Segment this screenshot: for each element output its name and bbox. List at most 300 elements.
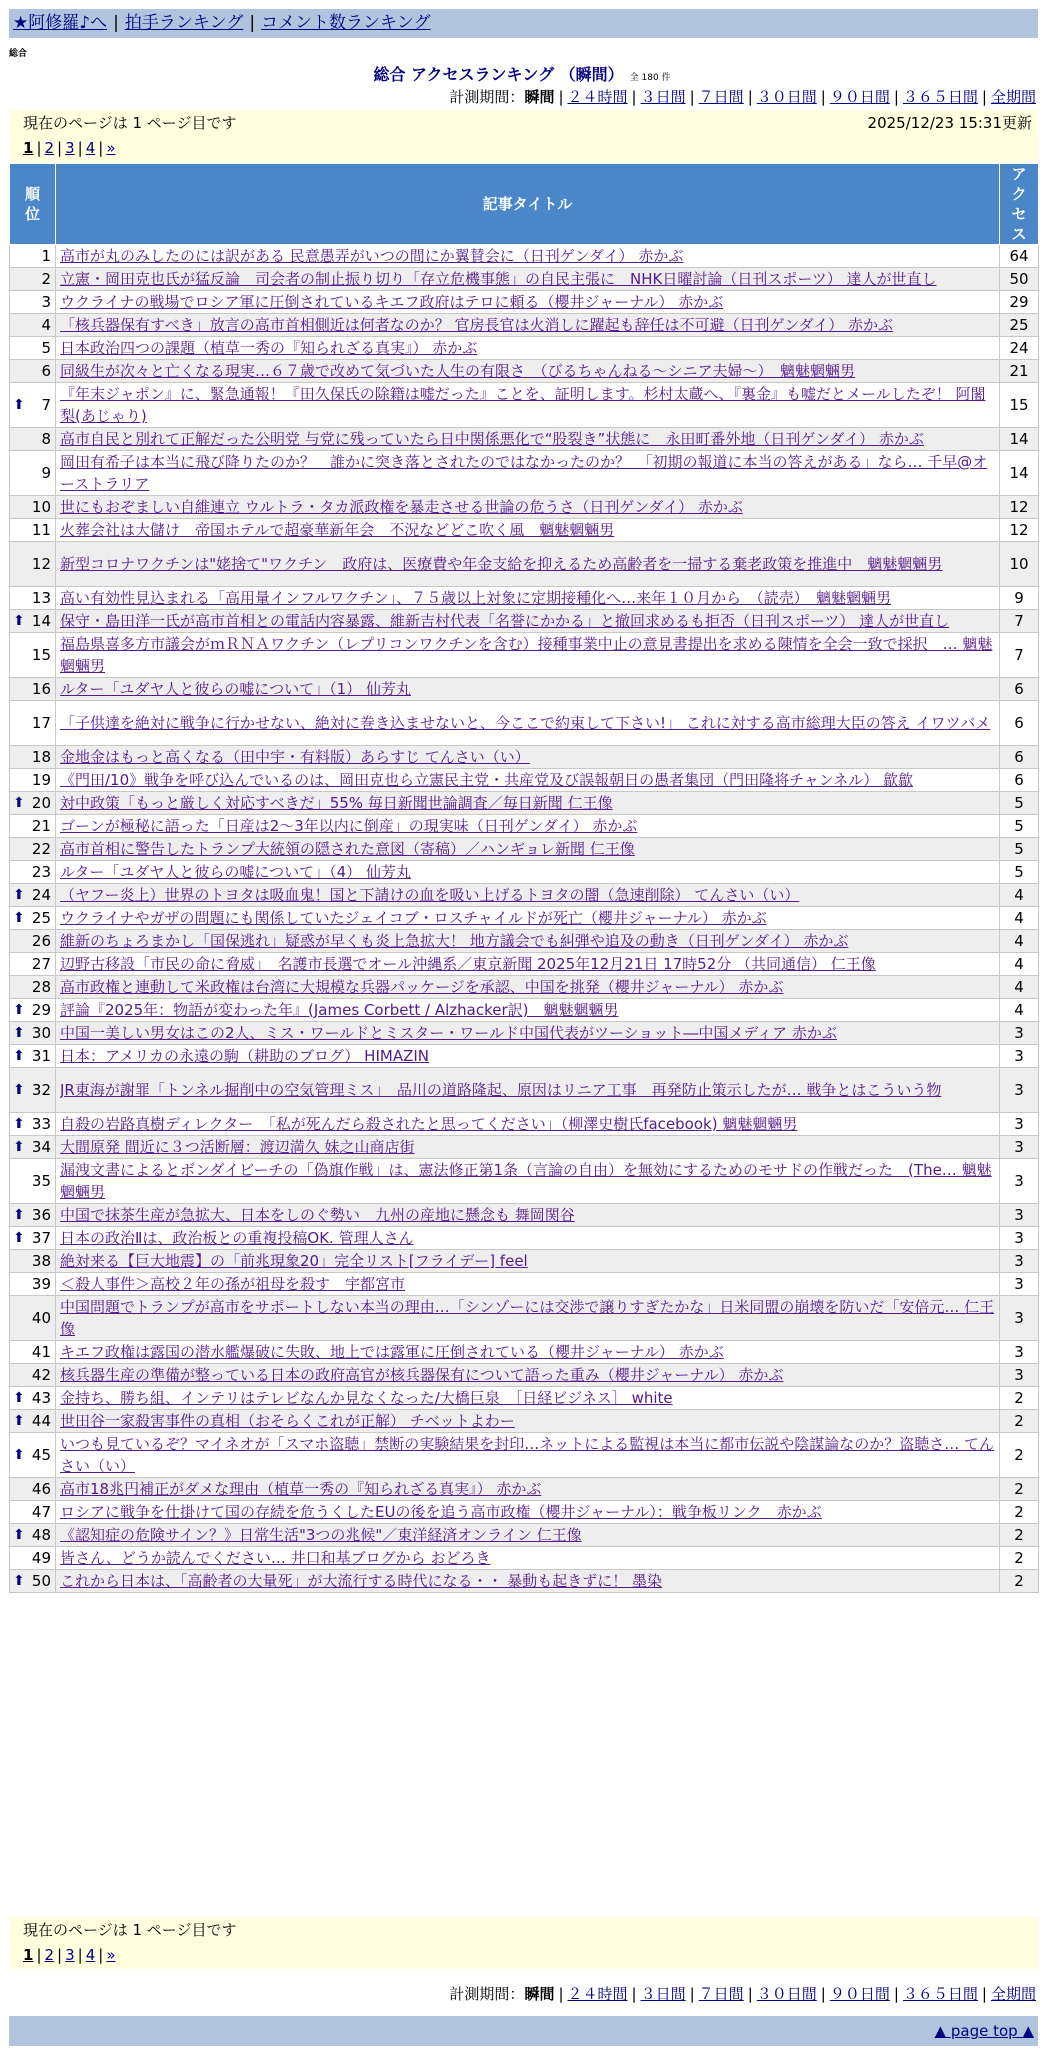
title-cell [56, 1136, 1000, 1159]
title-cell [56, 291, 1000, 314]
up-arrow-icon: ⬆ [13, 1390, 25, 1406]
access-count: 5 [1000, 838, 1039, 861]
title-cell [56, 1410, 1000, 1433]
article-title-link[interactable]: 福島県喜多方市議会がｍＲＮＡワクチン（レプリコンワクチンを含む）接種事業中止の意見書提出を求める陳情を全会一致で採択 … 魑魅魍魎男 [60, 635, 993, 675]
rank-cell [10, 746, 56, 769]
rank-number: 38 [31, 1252, 51, 1270]
table-row [10, 1045, 1039, 1068]
table-row [10, 1547, 1039, 1570]
table-row [10, 451, 1039, 496]
rank-cell [10, 1159, 56, 1204]
rank-cell [10, 1296, 56, 1341]
access-count: 6 [1000, 746, 1039, 769]
access-count: 12 [1000, 519, 1039, 542]
rank-cell [10, 815, 56, 838]
period-link[interactable]: ２４時間 [567, 88, 628, 106]
rank-cell [10, 360, 56, 383]
access-count: 7 [1000, 610, 1039, 633]
up-arrow-icon: ⬆ [13, 1025, 25, 1041]
rank-cell [10, 792, 56, 815]
page-info-box-bottom [9, 1917, 1038, 1969]
up-arrow-icon: ⬆ [13, 887, 25, 903]
article-title-link[interactable]: 《認知症の危険サイン？》日常生活"3つの兆候"／東洋経済オンライン 仁王像 [60, 1526, 582, 1544]
article-title-link[interactable]: ロシアに戦争を仕掛けて国の存続を危うくしたEUの後を追う高市政権（櫻井ジャーナル）：戦争板リンク 赤かぶ [60, 1503, 822, 1521]
access-count: 2 [1000, 1410, 1039, 1433]
title-cell [56, 1478, 1000, 1501]
table-row [10, 542, 1039, 587]
access-count: 3 [1000, 1204, 1039, 1227]
rank-number: 16 [31, 680, 51, 698]
title-cell [56, 838, 1000, 861]
title-cell [56, 360, 1000, 383]
table-row [10, 268, 1039, 291]
rank-cell [10, 678, 56, 701]
period-link[interactable]: ３日間 [640, 1985, 686, 2003]
table-row [10, 633, 1039, 678]
access-count: 3 [1000, 1136, 1039, 1159]
period-current: 瞬間 [524, 88, 555, 106]
access-count: 10 [1000, 542, 1039, 587]
comment-ranking-link[interactable]: コメント数ランキング [261, 13, 431, 33]
rank-number: 17 [31, 714, 51, 732]
article-title-link[interactable]: 高市が丸のみしたのには訳がある 民意愚弄がいつの間にか翼賛会に（日刊ゲンダイ） 赤かぶ [60, 247, 684, 265]
access-count: 14 [1000, 428, 1039, 451]
access-count: 2 [1000, 1524, 1039, 1547]
rank-number: 1 [41, 247, 51, 265]
title-cell [56, 496, 1000, 519]
access-count: 9 [1000, 587, 1039, 610]
rank-number: 10 [31, 498, 51, 516]
period-link[interactable]: ３６５日間 [902, 88, 978, 106]
table-row [10, 1410, 1039, 1433]
rank-number: 37 [31, 1229, 51, 1247]
pager-page-link[interactable]: 4 [85, 1946, 96, 1964]
pager-separator: | [77, 139, 83, 157]
period-label: 計測期間： [449, 88, 525, 106]
pager-page-link[interactable]: 2 [44, 1946, 55, 1964]
title-cell [56, 519, 1000, 542]
article-title-link[interactable]: ウクライナの戦場でロシア軍に圧倒されているキエフ政府はテロに頼る（櫻井ジャーナル） 赤かぶ [60, 293, 724, 311]
title-cell [56, 1113, 1000, 1136]
period-link[interactable]: ９０日間 [829, 88, 890, 106]
rank-cell [10, 1227, 56, 1250]
title-cell [56, 383, 1000, 428]
rank-number: 5 [41, 339, 51, 357]
rank-number: 15 [31, 646, 51, 664]
pager-separator: | [98, 1946, 104, 1964]
period-link[interactable]: ９０日間 [829, 1985, 890, 2003]
pager-page-link[interactable]: 3 [65, 139, 75, 157]
rank-number: 26 [31, 932, 51, 950]
article-title-link[interactable]: いつも見ているぞ？マイネオが「スマホ盗聴」禁断の実験結果を封印…ネットによる監視は本当に都市伝説や陰謀論なのか？盗聴さ… てんさい（い） [60, 1435, 995, 1475]
period-label: 計測期間： [449, 1985, 525, 2003]
period-link[interactable]: 全期間 [990, 88, 1036, 106]
table-row [10, 678, 1039, 701]
access-count: 2 [1000, 1501, 1039, 1524]
access-count: 6 [1000, 678, 1039, 701]
table-row [10, 314, 1039, 337]
rank-number: 22 [31, 840, 51, 858]
rank-number: 19 [31, 771, 51, 789]
rank-number: 20 [31, 794, 51, 812]
article-title-link[interactable]: 絶対来る【巨大地震】の「前兆現象20」完全リスト[フライデー] feel [60, 1252, 528, 1270]
access-count: 3 [1000, 1296, 1039, 1341]
clap-ranking-link[interactable]: 拍手ランキング [124, 13, 244, 33]
pager-top [23, 136, 1034, 162]
rank-number: 41 [31, 1343, 51, 1361]
article-title-link[interactable]: 中国で抹茶生産が急拡大、日本をしのぐ勢い 九州の産地に懸念も 舞岡関谷 [60, 1206, 575, 1224]
article-title-link[interactable]: 金持ち、勝ち組、インテリはテレビなんか見なくなった/大橋巨泉 ［日経ビジネス］ white [60, 1389, 673, 1407]
up-arrow-icon: ⬆ [13, 1082, 25, 1098]
table-row [10, 701, 1039, 746]
table-row [10, 953, 1039, 976]
period-link[interactable]: ３日間 [640, 88, 686, 106]
rank-cell [10, 610, 56, 633]
table-row [10, 519, 1039, 542]
article-title-link[interactable]: 高市自民と別れて正解だった公明党 与党に残っていたら日中関係悪化で“股裂き”状態に 永田町番外地（日刊ゲンダイ） 赤かぶ [60, 430, 924, 448]
article-title-link[interactable]: 金地金はもっと高くなる（田中宇・有料版）あらすじ てんさい（い） [60, 748, 530, 766]
rank-number: 50 [31, 1572, 51, 1590]
up-arrow-icon: ⬆ [13, 1207, 25, 1223]
title-cell [56, 610, 1000, 633]
rank-number: 46 [31, 1480, 51, 1498]
rank-cell [10, 1341, 56, 1364]
table-row [10, 1136, 1039, 1159]
pager-next-link[interactable]: » [106, 139, 116, 157]
article-title-link[interactable]: ルター「ユダヤ人と彼らの嘘について」（4） 仙芳丸 [60, 863, 411, 881]
rank-cell [10, 930, 56, 953]
article-title-link[interactable]: 「子供達を絶対に戦争に行かせない、絶対に巻き込ませないと、今ここで約束して下さい!」 これに対する高市総理大臣の答え イワツバメ [60, 714, 991, 732]
access-count: 6 [1000, 701, 1039, 746]
table-row [10, 1068, 1039, 1113]
access-count: 2 [1000, 1433, 1039, 1478]
rank-number: 3 [41, 293, 51, 311]
top-nav-bar [9, 9, 1038, 38]
access-count: 6 [1000, 769, 1039, 792]
footer-bar [9, 2016, 1038, 2046]
title-cell [56, 792, 1000, 815]
access-count: 24 [1000, 337, 1039, 360]
rank-cell [10, 701, 56, 746]
rank-cell [10, 861, 56, 884]
period-separator: | [689, 88, 695, 106]
period-separator: | [631, 88, 637, 106]
title-cell [56, 428, 1000, 451]
article-title-link[interactable]: キエフ政権は露国の潜水艦爆破に失敗、地上では露軍に圧倒されている（櫻井ジャーナル） 赤かぶ [60, 1343, 724, 1361]
title-cell [56, 1159, 1000, 1204]
article-title-link[interactable]: 日本：アメリカの永遠の駒（耕助のブログ） HIMAZIN [60, 1047, 429, 1065]
article-title-link[interactable]: 高市首相に警告したトランプ大統領の隠された意図（寄稿）／ハンギョレ新聞 仁王像 [60, 840, 635, 858]
total-count: 全 180 件 [629, 73, 671, 83]
title-cell [56, 1045, 1000, 1068]
pager-bottom [23, 1943, 1034, 1969]
nav-separator: | [249, 13, 256, 33]
title-cell [56, 268, 1000, 291]
rank-number: 14 [31, 612, 51, 630]
access-count: 2 [1000, 1570, 1039, 1593]
table-row [10, 1524, 1039, 1547]
page-top-link[interactable]: ▲ page top ▲ [934, 2022, 1034, 2040]
access-count: 3 [1000, 1113, 1039, 1136]
access-column-header: アクセス [1000, 164, 1039, 245]
period-separator: | [981, 88, 987, 106]
rank-cell [10, 314, 56, 337]
title-cell [56, 999, 1000, 1022]
rank-cell [10, 1387, 56, 1410]
article-title-link[interactable]: 維新のちょろまかし「国保逃れ」疑惑が早くも炎上急拡大！ 地方議会でも糾弾や追及の動き（日刊ゲンダイ） 赤かぶ [60, 932, 849, 950]
up-arrow-icon: ⬆ [13, 1116, 25, 1132]
access-count: 3 [1000, 1227, 1039, 1250]
article-title-link[interactable]: これから日本は、「高齢者の大量死」が大流行する時代になる・・ 暴動も起きずに！ 墨染 [60, 1572, 663, 1590]
rank-cell [10, 428, 56, 451]
rank-number: 18 [31, 748, 51, 766]
article-title-link[interactable]: 自殺の岩路真樹ディレクター 「私が死んだら殺されたと思ってください」（柳澤史樹氏facebook) 魑魅魍魎男 [60, 1115, 798, 1133]
ranking-table [9, 163, 1039, 1593]
rank-number: 13 [31, 589, 51, 607]
table-row [10, 884, 1039, 907]
article-title-link[interactable]: 高市政権と連動して米政権は台湾に大規模な兵器パッケージを承認、中国を挑発（櫻井ジャーナル） 赤かぶ [60, 978, 784, 996]
period-link[interactable]: ７日間 [698, 88, 744, 106]
period-separator: | [820, 88, 826, 106]
article-title-link[interactable]: 核兵器生産の準備が整っている日本の政府高官が核兵器保有について語った重み（櫻井ジャーナル） 赤かぶ [60, 1366, 784, 1384]
access-count: 2 [1000, 1478, 1039, 1501]
table-row [10, 1341, 1039, 1364]
access-count: 7 [1000, 633, 1039, 678]
up-arrow-icon: ⬆ [13, 1139, 25, 1155]
table-row [10, 337, 1039, 360]
article-title-link[interactable]: 『年末ジャポン』に、緊急通報！『田久保氏の除籍は嘘だった』ことを、証明します。杉村太蔵へ、『裏金』も嘘だとメールしたぞ！ 阿闍梨(あじゃり) [60, 385, 986, 425]
article-title-link[interactable]: ゴーンが極秘に語った「日産は2～3年以内に倒産」の現実味（日刊ゲンダイ） 赤かぶ [60, 817, 638, 835]
access-count: 3 [1000, 1273, 1039, 1296]
title-cell [56, 953, 1000, 976]
rank-number: 35 [31, 1172, 51, 1190]
up-arrow-icon: ⬆ [13, 1447, 25, 1463]
article-title-link[interactable]: JR東海が謝罪「トンネル掘削中の空気管理ミス」 品川の道路隆起、原因はリニア工事 再発防止策示したが… 戦争とはこういう物 [60, 1081, 942, 1099]
rank-number: 28 [31, 978, 51, 996]
article-title-link[interactable]: 辺野古移設「市民の命に脅威」 名護市長選でオール沖縄系／東京新聞 2025年12月21日 17時52分 （共同通信） 仁王像 [60, 955, 876, 973]
pager-page-link[interactable]: 3 [65, 1946, 75, 1964]
access-count: 4 [1000, 884, 1039, 907]
rank-cell [10, 1433, 56, 1478]
period-separator: | [689, 1985, 695, 2003]
title-cell [56, 1547, 1000, 1570]
rank-cell [10, 1570, 56, 1593]
article-title-link[interactable]: 新型コロナワクチンは"姥捨て"ワクチン 政府は、医療費や年金支給を抑えるため高齢者を一掃する棄老政策を推進中 魑魅魍魎男 [60, 555, 943, 573]
table-row [10, 746, 1039, 769]
table-row [10, 587, 1039, 610]
title-cell [56, 1524, 1000, 1547]
rank-cell [10, 1068, 56, 1113]
pager-separator: | [36, 139, 42, 157]
period-link[interactable]: ３０日間 [756, 88, 817, 106]
period-separator: | [820, 1985, 826, 2003]
article-title-link[interactable]: 中国問題でトランプが高市をサポートしない本当の理由…「シンゾーには交渉で譲りすぎたかな」日米同盟の崩壊を防いだ「安倍元… 仁王像 [60, 1298, 995, 1338]
rank-cell [10, 769, 56, 792]
article-title-link[interactable]: （ヤフー炎上）世界のトヨタは吸血鬼！国と下請けの血を吸い上げるトヨタの闇（急速削除） てんさい（い） [60, 886, 800, 904]
title-cell [56, 451, 1000, 496]
rank-cell [10, 1501, 56, 1524]
article-title-link[interactable]: ルター「ユダヤ人と彼らの嘘について」（1） 仙芳丸 [60, 680, 411, 698]
rank-column-header: 順位 [10, 164, 56, 245]
up-arrow-icon: ⬆ [13, 795, 25, 811]
rank-number: 24 [31, 886, 51, 904]
access-count: 14 [1000, 451, 1039, 496]
pager-current-page: 1 [23, 139, 34, 157]
title-column-header: 記事タイトル [56, 164, 1000, 245]
up-arrow-icon: ⬆ [13, 1230, 25, 1246]
access-count: 25 [1000, 314, 1039, 337]
rank-number: 45 [31, 1446, 51, 1464]
article-title-link[interactable]: 岡田有希子は本当に飛び降りたのか？ 誰かに突き落とされたのではなかったのか？ 「初期の報道に本当の答えがある」なら… 千早@オーストラリア [60, 453, 988, 493]
access-count: 4 [1000, 999, 1039, 1022]
table-row [10, 1501, 1039, 1524]
article-title-link[interactable]: ＜殺人事件＞高校２年の孫が祖母を殺す 宇都宮市 [60, 1275, 406, 1293]
article-title-link[interactable]: 保守・島田洋一氏が高市首相との電話内容暴露、維新吉村代表「名誉にかかる」と撤回求めるも拒否（日刊スポーツ） 達人が世直し [60, 612, 950, 630]
article-title-link[interactable]: 立憲・岡田克也氏が猛反論 司会者の制止振り切り「存立危機事態」の自民主張に NHK日曜討論（日刊スポーツ） 達人が世直し [60, 270, 937, 288]
title-cell [56, 1501, 1000, 1524]
article-title-link[interactable]: 火葬会社は大儲け 帝国ホテルで超豪華新年会 不況などどこ吹く風 魑魅魍魎男 [60, 521, 615, 539]
rank-cell [10, 268, 56, 291]
rank-cell [10, 999, 56, 1022]
rank-number: 9 [41, 464, 51, 482]
table-row [10, 1159, 1039, 1204]
rank-cell [10, 1250, 56, 1273]
rank-cell [10, 907, 56, 930]
pager-next-link[interactable]: » [106, 1946, 116, 1964]
pager-separator: | [36, 1946, 42, 1964]
title-cell [56, 633, 1000, 678]
title-cell [56, 1068, 1000, 1113]
table-row [10, 383, 1039, 428]
article-title-link[interactable]: 評論『2025年：物語が変わった年』(James Corbett / Alzhacker訳) 魑魅魍魎男 [60, 1001, 619, 1019]
rank-cell [10, 976, 56, 999]
rank-number: 42 [31, 1366, 51, 1384]
pager-page-link[interactable]: 4 [85, 139, 96, 157]
up-arrow-icon: ⬆ [13, 1527, 25, 1543]
access-count: 15 [1000, 383, 1039, 428]
rank-cell [10, 1547, 56, 1570]
table-row [10, 1387, 1039, 1410]
period-link[interactable]: 全期間 [990, 1985, 1036, 2003]
period-link[interactable]: ２４時間 [567, 1985, 628, 2003]
period-link[interactable]: ７日間 [698, 1985, 744, 2003]
title-cell [56, 1341, 1000, 1364]
period-link[interactable]: ３０日間 [756, 1985, 817, 2003]
up-arrow-icon: ⬆ [13, 1413, 25, 1429]
table-row [10, 815, 1039, 838]
article-title-link[interactable]: 日本政治四つの課題（植草一秀の『知られざる真実』） 赤かぶ [60, 339, 478, 357]
title-cell [56, 930, 1000, 953]
access-count: 50 [1000, 268, 1039, 291]
title-cell [56, 1433, 1000, 1478]
title-cell [56, 587, 1000, 610]
article-title-link[interactable]: 対中政策「もっと厳しく対応すべきだ」55% 毎日新聞世論調査／毎日新聞 仁王像 [60, 794, 613, 812]
page-title: 総合 アクセスランキング （瞬間） [373, 65, 624, 84]
article-title-link[interactable]: ウクライナやガザの問題にも関係していたジェイコブ・ロスチャイルドが死亡（櫻井ジャーナル） 赤かぶ [60, 909, 767, 927]
title-cell [56, 1204, 1000, 1227]
article-title-link[interactable]: 大間原発 間近に３つ活断層：渡辺満久 妹之山商店街 [60, 1138, 415, 1156]
title-cell [56, 1227, 1000, 1250]
title-cell [56, 884, 1000, 907]
title-cell [56, 1296, 1000, 1341]
rank-cell [10, 1273, 56, 1296]
period-separator: | [981, 1985, 987, 2003]
pager-separator: | [77, 1946, 83, 1964]
table-row [10, 428, 1039, 451]
title-cell [56, 861, 1000, 884]
title-cell [56, 678, 1000, 701]
nav-separator: | [113, 13, 119, 33]
title-cell [56, 1022, 1000, 1045]
rank-number: 47 [31, 1503, 51, 1521]
article-title-link[interactable]: 高市18兆円補正がダメな理由（植草一秀の『知られざる真実』） 赤かぶ [60, 1480, 542, 1498]
table-row [10, 610, 1039, 633]
title-cell [56, 1387, 1000, 1410]
period-separator: | [558, 1985, 564, 2003]
table-row [10, 861, 1039, 884]
up-arrow-icon: ⬆ [13, 613, 25, 629]
article-title-link[interactable]: 「核兵器保有すべき」放言の高市首相側近は何者なのか？ 官房長官は火消しに躍起も辞任は不可避（日刊ゲンダイ） 赤かぶ [60, 316, 894, 334]
table-row [10, 999, 1039, 1022]
access-count: 29 [1000, 291, 1039, 314]
table-row [10, 1113, 1039, 1136]
table-row [10, 1250, 1039, 1273]
period-separator: | [747, 1985, 753, 2003]
rank-cell [10, 542, 56, 587]
rank-cell [10, 1524, 56, 1547]
table-row [10, 1296, 1039, 1341]
access-count: 21 [1000, 360, 1039, 383]
access-count: 3 [1000, 1341, 1039, 1364]
rank-number: 33 [31, 1115, 51, 1133]
title-cell [56, 746, 1000, 769]
rank-number: 30 [31, 1024, 51, 1042]
rank-cell [10, 884, 56, 907]
article-title-link[interactable]: 高い有効性見込まれる「高用量インフルワクチン」、７５歳以上対象に定期接種化へ…来年１０月から （読売） 魑魅魍魎男 [60, 589, 892, 607]
table-row [10, 907, 1039, 930]
article-title-link[interactable]: 日本の政治Ⅱは、政治板との重複投稿OK. 管理人さん [60, 1229, 414, 1247]
rank-number: 25 [31, 909, 51, 927]
access-count: 64 [1000, 245, 1039, 268]
home-link[interactable]: ★阿修羅♪へ [13, 13, 108, 33]
title-cell [56, 1364, 1000, 1387]
title-cell [56, 1273, 1000, 1296]
rank-cell [10, 1022, 56, 1045]
article-title-link[interactable]: 世田谷一家殺害事件の真相（おそらくこれが正解） チベットよわー [60, 1412, 515, 1430]
article-title-link[interactable]: 中国一美しい男女はこの2人、ミス・ワールドとミスター・ワールド中国代表がツーショット―中国メディア 赤かぶ [60, 1024, 837, 1042]
article-title-link[interactable]: 《門田/10》戦争を呼び込んでいるのは、岡田克也ら立憲民主党・共産党及び誤報朝日の愚者集団（門田隆将チャンネル） 歙歙 [60, 771, 914, 789]
period-link[interactable]: ３６５日間 [902, 1985, 978, 2003]
access-count: 12 [1000, 496, 1039, 519]
pager-page-link[interactable]: 2 [44, 139, 55, 157]
table-row [10, 291, 1039, 314]
page-title-row [0, 62, 1044, 85]
title-cell [56, 976, 1000, 999]
article-title-link[interactable]: 皆さん、どうか読んでください… 井口和基ブログから おどろき [60, 1549, 491, 1567]
access-count: 3 [1000, 1159, 1039, 1204]
title-cell [56, 337, 1000, 360]
article-title-link[interactable]: 同級生が次々と亡くなる現実…６７歳で改めて気づいた人生の有限さ （びるちゃんねる～シニア夫婦～） 魑魅魍魎男 [60, 362, 856, 380]
table-row [10, 496, 1039, 519]
title-cell [56, 1250, 1000, 1273]
access-count: 4 [1000, 976, 1039, 999]
rank-number: 23 [31, 863, 51, 881]
article-title-link[interactable]: 漏洩文書によるとボンダイビーチの「偽旗作戦」は、憲法修正第1条（言論の自由）を無効にするためのモサドの作戦だった (The… 魑魅魍魎男 [60, 1161, 992, 1201]
pager-current-page: 1 [23, 1946, 34, 1964]
title-cell [56, 542, 1000, 587]
article-title-link[interactable]: 世にもおぞましい自維連立 ウルトラ・タカ派政権を暴走させる世論の危うさ（日刊ゲンダイ） 赤かぶ [60, 498, 743, 516]
rank-cell [10, 953, 56, 976]
